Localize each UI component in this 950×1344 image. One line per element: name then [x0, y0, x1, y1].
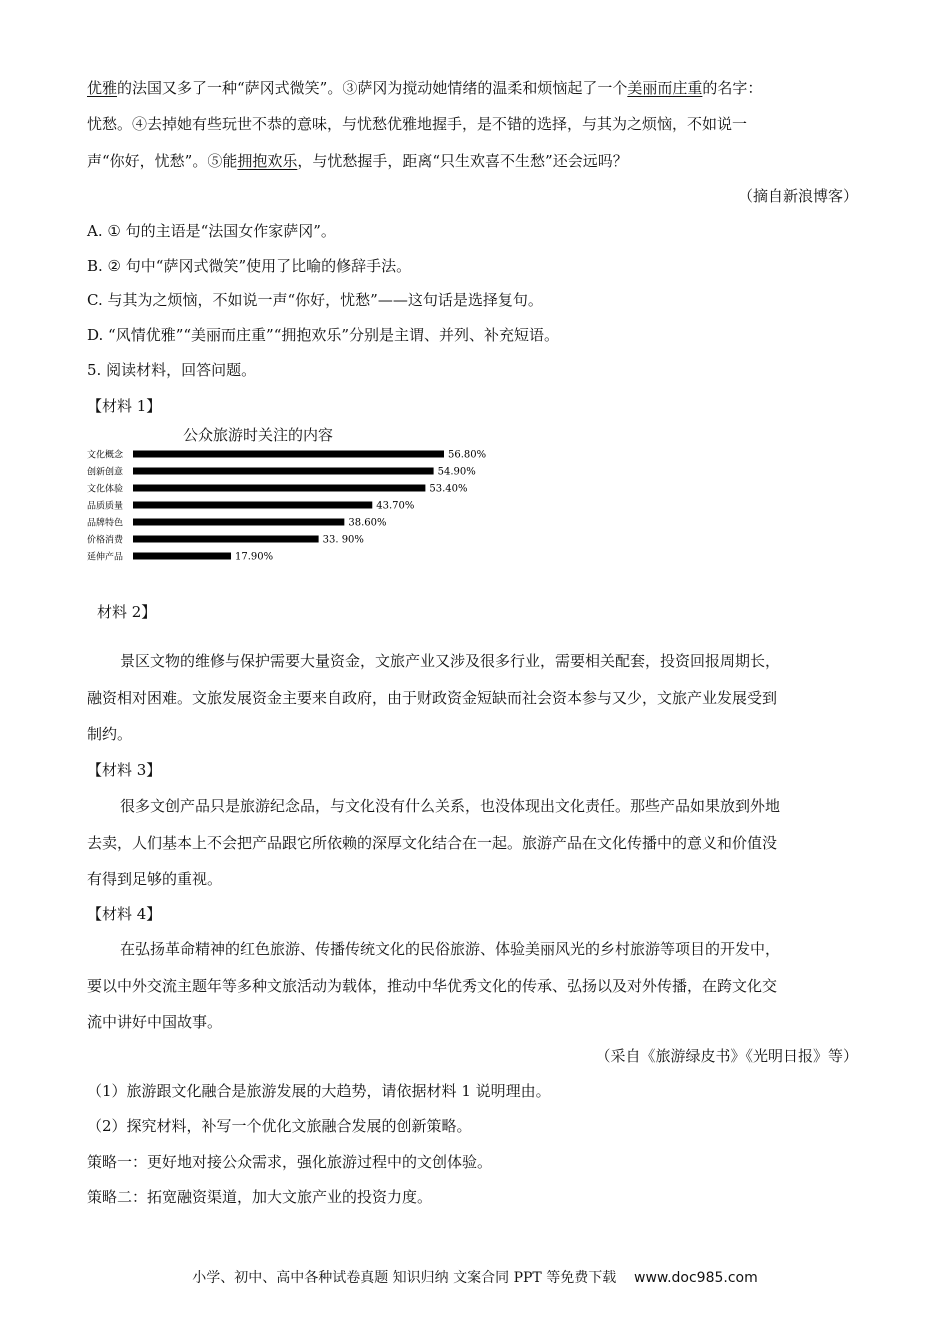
bar — [133, 553, 231, 560]
chart-title: 公众旅游时关注的内容 — [183, 426, 334, 444]
value-label: 54.90% — [437, 466, 476, 478]
material-4-line: 要以中外交流主题年等多种文旅活动为载体，推动中华优秀文化的传承、弘扬以及对外传播，在跨文化交 — [87, 977, 778, 995]
underlined-phrase: 美丽而庄重 — [627, 79, 703, 97]
material-3-line: 去卖，人们基本上不会把产品跟它所依赖的深厚文化结合在一起。旅游产品在文化传播中的意义和价值没 — [87, 834, 778, 852]
question-5-prompt: 5. 阅读材料，回答问题。 — [87, 361, 257, 379]
category-label: 创新创意 — [87, 467, 124, 478]
category-label: 延伸产品 — [87, 552, 124, 563]
passage-line-3: 声“你好，忧愁”。⑤能拥抱欢乐，与忧愁握手，距离“只生欢喜不生愁”还会远吗？ — [87, 152, 628, 170]
value-label: 56.80% — [448, 449, 487, 461]
underlined-phrase: 拥抱欢乐 — [237, 152, 298, 170]
material-3-line: 很多文创产品只是旅游纪念品，与文化没有什么关系，也没体现出文化责任。那些产品如果放到外地 — [120, 797, 781, 815]
value-label: 17.90% — [235, 551, 274, 563]
value-label: 38.60% — [348, 517, 387, 529]
bar — [133, 485, 425, 492]
bar — [133, 468, 434, 475]
category-label: 品质质量 — [87, 501, 124, 512]
material-4-line: 在弘扬革命精神的红色旅游、传播传统文化的民俗旅游、体验美丽风光的乡村旅游等项目的开发中， — [120, 940, 781, 958]
value-label: 33. 90% — [322, 534, 364, 546]
bar — [133, 451, 444, 458]
material-2-line: 融资相对困难。文旅发展资金主要来自政府，由于财政资金短缺而社会资本参与又少，文旅产业发展受到 — [87, 689, 778, 707]
strategy-2: 策略二：拓宽融资渠道，加大文旅产业的投资力度。 — [87, 1188, 433, 1206]
sub-question-2: （2）探究材料，补写一个优化文旅融合发展的创新策略。 — [87, 1117, 472, 1135]
option-d: D. “风情优雅”“美丽而庄重”“拥抱欢乐”分别是主谓、并列、补充短语。 — [87, 326, 560, 344]
bar — [133, 536, 319, 543]
material-4-label: 【材料 4】 — [87, 905, 162, 923]
bar-chart — [85, 448, 505, 572]
underlined-phrase: 优雅 — [87, 79, 118, 97]
material-4-source: （采自《旅游绿皮书》《光明日报》等） — [595, 1047, 858, 1065]
footer-text: 小学、初中、高中各种试卷真题 知识归纳 文案合同 PPT 等免费下载 — [192, 1270, 617, 1286]
option-b: B. ② 句中“萨冈式微笑”使用了比喻的修辞手法。 — [87, 257, 412, 275]
strategy-1: 策略一：更好地对接公众需求，强化旅游过程中的文创体验。 — [87, 1153, 493, 1171]
category-label: 品牌特色 — [87, 518, 124, 529]
material-2-label: 材料 2】 — [97, 603, 157, 621]
value-label: 43.70% — [376, 500, 415, 512]
material-2-line: 景区文物的维修与保护需要大量资金，文旅产业又涉及很多行业，需要相关配套，投资回报周期长， — [120, 652, 781, 670]
material-4-line: 流中讲好中国故事。 — [87, 1013, 223, 1031]
footer-site: www.doc985.com — [634, 1270, 758, 1286]
option-a: A. ① 句的主语是“法国女作家萨冈”。 — [87, 222, 336, 240]
option-c: C. 与其为之烦恼，不如说一声“你好，忧愁”——这句话是选择复句。 — [87, 291, 543, 309]
passage-line-1: 优雅的法国又多了一种“萨冈式微笑”。③萨冈为搅动她情绪的温柔和烦恼起了一个美丽而庄重的名字： — [87, 79, 763, 97]
category-label: 文化概念 — [87, 450, 124, 461]
category-label: 价格消费 — [87, 535, 124, 546]
footer — [0, 1268, 950, 1288]
bar — [133, 519, 344, 526]
category-label: 文化体验 — [87, 484, 124, 495]
passage-source: （摘自新浪博客） — [737, 187, 858, 205]
material-2-line: 制约。 — [87, 725, 133, 743]
passage-line-2: 忧愁。④去掉她有些玩世不恭的意味，与忧愁优雅地握手，是不错的选择，与其为之烦恼，不如说一 — [87, 115, 748, 133]
material-1-label: 【材料 1】 — [87, 397, 162, 415]
material-3-line: 有得到足够的重视。 — [87, 870, 223, 888]
material-3-label: 【材料 3】 — [87, 761, 162, 779]
bar — [133, 502, 372, 509]
sub-question-1: （1）旅游跟文化融合是旅游发展的大趋势，请依据材料 1 说明理由。 — [87, 1082, 551, 1100]
value-label: 53.40% — [429, 483, 468, 495]
